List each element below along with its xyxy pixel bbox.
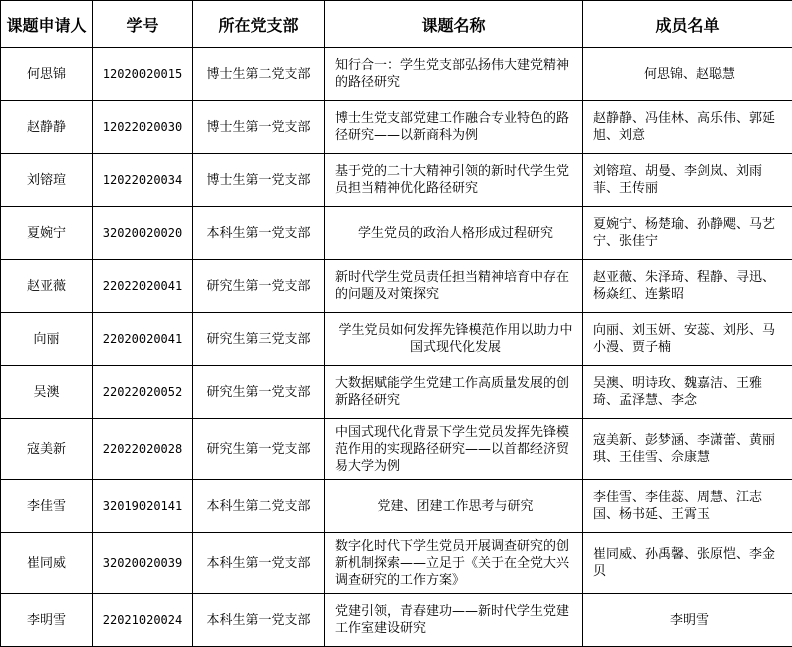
table-row xyxy=(1,48,792,101)
student-id-cell: 32020020039 xyxy=(93,533,193,594)
project-title-cell: 学生党员如何发挥先锋模范作用以助力中国式现代化发展 xyxy=(325,313,583,366)
header-applicant: 课题申请人 xyxy=(1,1,93,48)
applicant-cell: 向丽 xyxy=(1,313,93,366)
table-row xyxy=(1,101,792,154)
student-id-cell: 22021020024 xyxy=(93,594,193,647)
members-cell: 李佳雪、李佳蕊、周慧、江志国、杨书延、王霄玉 xyxy=(583,480,792,533)
applicant-cell: 李佳雪 xyxy=(1,480,93,533)
members-cell: 夏婉宁、杨楚瑜、孙静飔、马艺宁、张佳宁 xyxy=(583,207,792,260)
party-branch-cell: 博士生第一党支部 xyxy=(193,154,325,207)
project-title-cell: 新时代学生党员责任担当精神培育中存在的问题及对策探究 xyxy=(325,260,583,313)
members-cell: 李明雪 xyxy=(583,594,792,647)
student-id-cell: 22022020028 xyxy=(93,419,193,480)
party-branch-cell: 本科生第一党支部 xyxy=(193,594,325,647)
applicant-cell: 赵亚薇 xyxy=(1,260,93,313)
party-branch-cell: 研究生第一党支部 xyxy=(193,366,325,419)
members-cell: 刘镕瑄、胡曼、李剑岚、刘雨菲、王传丽 xyxy=(583,154,792,207)
table-row xyxy=(1,207,792,260)
party-branch-cell: 研究生第一党支部 xyxy=(193,260,325,313)
applicant-cell: 吴澳 xyxy=(1,366,93,419)
table-row xyxy=(1,313,792,366)
student-id-cell: 12022020030 xyxy=(93,101,193,154)
student-id-cell: 32019020141 xyxy=(93,480,193,533)
table-row xyxy=(1,366,792,419)
members-cell: 赵静静、冯佳林、高乐伟、郭延旭、刘意 xyxy=(583,101,792,154)
table-row xyxy=(1,419,792,480)
applicant-cell: 寇美新 xyxy=(1,419,93,480)
members-cell: 吴澳、明诗玫、魏嘉洁、王雅琦、孟泽慧、李念 xyxy=(583,366,792,419)
members-cell: 崔同威、孙禹馨、张原恺、李金贝 xyxy=(583,533,792,594)
project-title-cell: 党建引领，青春建功——新时代学生党建工作室建设研究 xyxy=(325,594,583,647)
table-row xyxy=(1,533,792,594)
party-branch-cell: 博士生第二党支部 xyxy=(193,48,325,101)
applicant-cell: 何思锦 xyxy=(1,48,93,101)
project-title-cell: 博士生党支部党建工作融合专业特色的路径研究——以新商科为例 xyxy=(325,101,583,154)
project-title-cell: 知行合一：学生党支部弘扬伟大建党精神的路径研究 xyxy=(325,48,583,101)
party-branch-cell: 本科生第一党支部 xyxy=(193,533,325,594)
project-title-cell: 基于党的二十大精神引领的新时代学生党员担当精神优化路径研究 xyxy=(325,154,583,207)
party-branch-cell: 博士生第一党支部 xyxy=(193,101,325,154)
header-party-branch: 所在党支部 xyxy=(193,1,325,48)
members-cell: 何思锦、赵聪慧 xyxy=(583,48,792,101)
student-id-cell: 12020020015 xyxy=(93,48,193,101)
applicant-cell: 刘镕瑄 xyxy=(1,154,93,207)
project-title-cell: 数字化时代下学生党员开展调查研究的创新机制探索——立足于《关于在全党大兴调查研究的工作方案》 xyxy=(325,533,583,594)
header-row xyxy=(1,1,792,48)
members-cell: 赵亚薇、朱泽琦、程静、寻迅、杨焱红、连紫昭 xyxy=(583,260,792,313)
applicant-cell: 崔同威 xyxy=(1,533,93,594)
members-cell: 寇美新、彭梦涵、李潇蕾、黄丽琪、王佳雪、佘康慧 xyxy=(583,419,792,480)
student-id-cell: 22020020041 xyxy=(93,313,193,366)
applicant-cell: 夏婉宁 xyxy=(1,207,93,260)
project-title-cell: 中国式现代化背景下学生党员发挥先锋模范作用的实现路径研究——以首都经济贸易大学为例 xyxy=(325,419,583,480)
student-id-cell: 32020020020 xyxy=(93,207,193,260)
applicant-cell: 赵静静 xyxy=(1,101,93,154)
project-title-cell: 党建、团建工作思考与研究 xyxy=(325,480,583,533)
student-id-cell: 12022020034 xyxy=(93,154,193,207)
header-members: 成员名单 xyxy=(583,1,792,48)
party-branch-cell: 研究生第三党支部 xyxy=(193,313,325,366)
party-branch-cell: 本科生第一党支部 xyxy=(193,207,325,260)
table-row xyxy=(1,480,792,533)
applicant-cell: 李明雪 xyxy=(1,594,93,647)
project-title-cell: 大数据赋能学生党建工作高质量发展的创新路径研究 xyxy=(325,366,583,419)
table-row xyxy=(1,594,792,647)
party-branch-cell: 研究生第一党支部 xyxy=(193,419,325,480)
party-branch-cell: 本科生第二党支部 xyxy=(193,480,325,533)
project-title-cell: 学生党员的政治人格形成过程研究 xyxy=(325,207,583,260)
table-row xyxy=(1,260,792,313)
header-student-id: 学号 xyxy=(93,1,193,48)
student-id-cell: 22022020052 xyxy=(93,366,193,419)
student-id-cell: 22022020041 xyxy=(93,260,193,313)
table-row xyxy=(1,154,792,207)
members-cell: 向丽、刘玉妍、安蕊、刘彤、马小漫、贾子楠 xyxy=(583,313,792,366)
header-project-title: 课题名称 xyxy=(325,1,583,48)
